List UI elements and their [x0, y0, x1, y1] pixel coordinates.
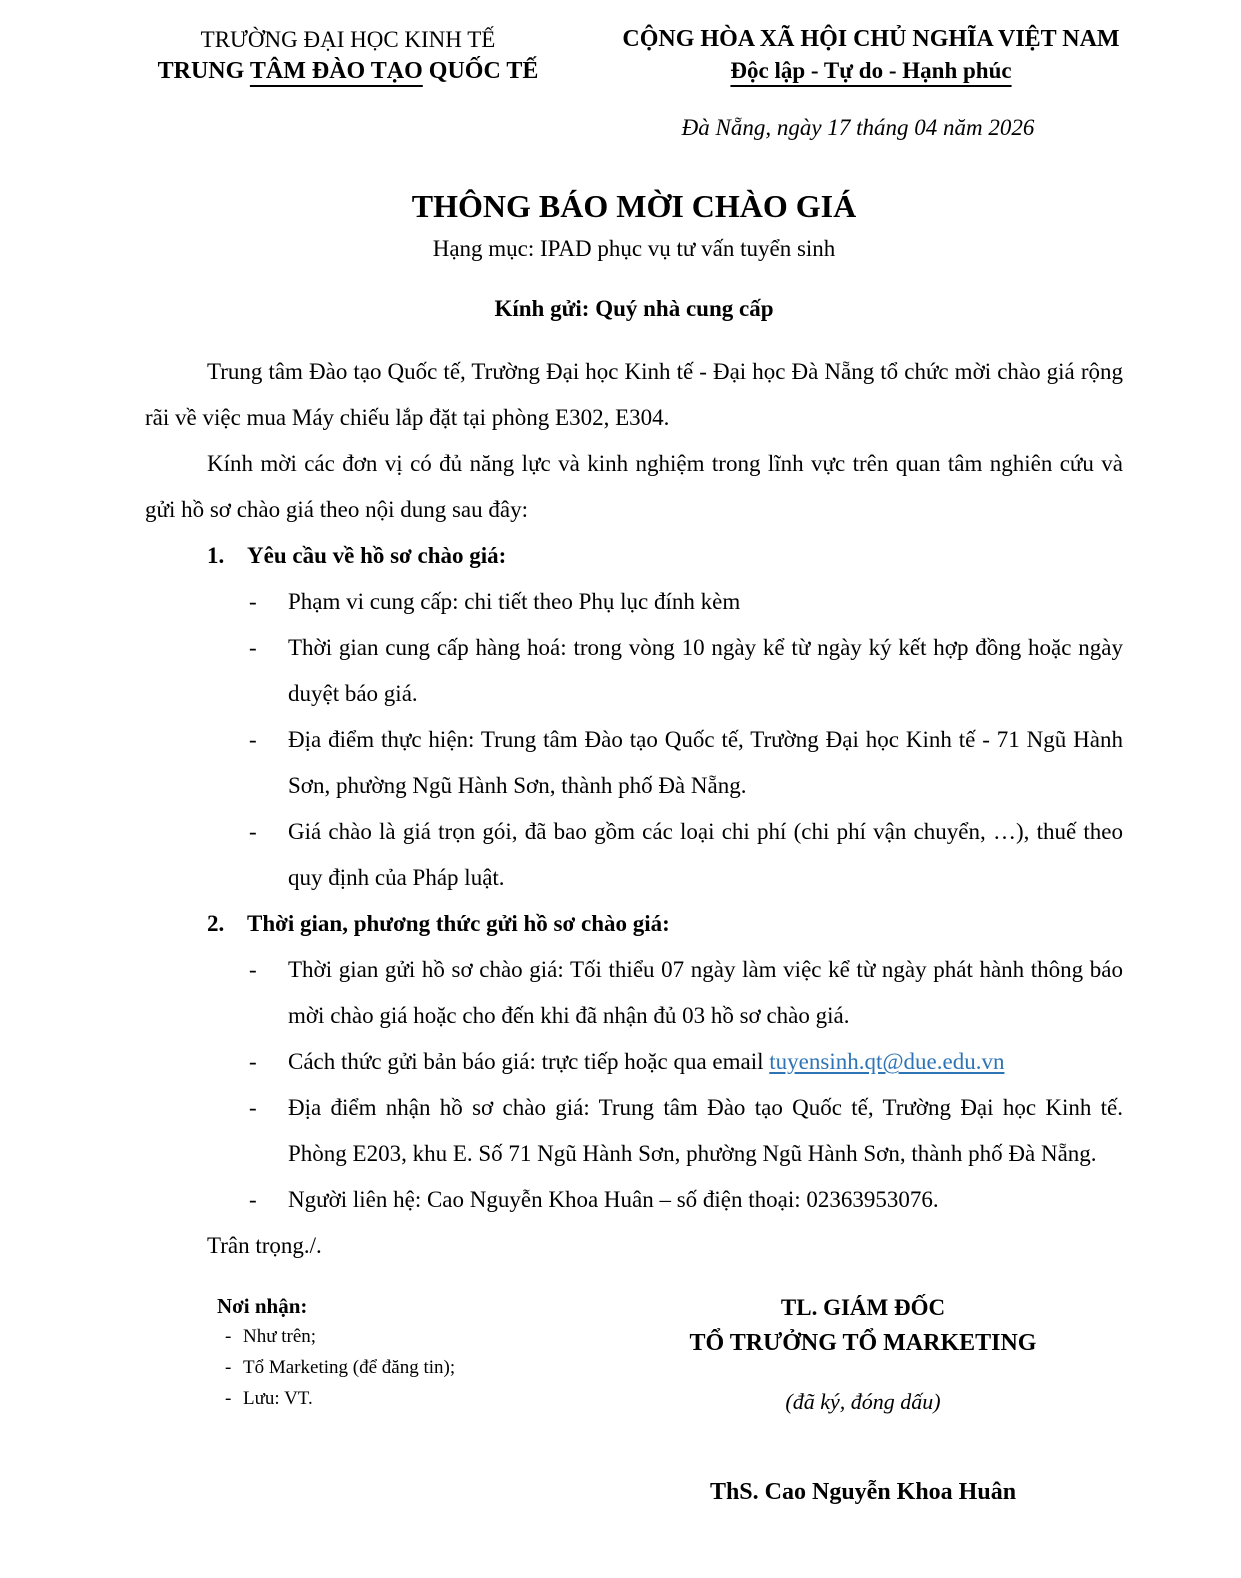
list-item-text: Giá chào là giá trọn gói, đã bao gồm các loại chi phí (chi phí vận chuyển, …), thuế theo quy định của Pháp luật.: [288, 819, 1123, 890]
paragraph-invite: Kính mời các đơn vị có đủ năng lực và kinh nghiệm trong lĩnh vực trên quan tâm nghiên cứu và gửi hồ sơ chào giá theo nội dung sau đây:: [145, 451, 1123, 522]
national-title: CỘNG HÒA XÃ HỘI CHỦ NGHĨA VIỆT NAM: [622, 26, 1120, 52]
recipient-item: [217, 1352, 575, 1383]
section-2-heading: [207, 901, 1123, 947]
section-1-title: Yêu cầu về hồ sơ chào giá:: [247, 543, 507, 568]
document-subtitle: Hạng mục: IPAD phục vụ tư vấn tuyển sinh: [432, 236, 836, 261]
bullet-dash: -: [225, 1357, 232, 1378]
bullet-dash: -: [249, 1095, 257, 1120]
issuing-org-block: [118, 24, 578, 87]
place-date-line: Đà Nẵng, ngày 17 tháng 04 năm 2026: [681, 115, 1035, 140]
list-item: [249, 1085, 1123, 1177]
recipients-heading: Nơi nhận:: [217, 1294, 308, 1318]
national-header-block: [581, 24, 1161, 87]
document-header: [0, 0, 1241, 87]
recipient-text: Tổ Marketing (để đăng tin);: [243, 1357, 456, 1378]
bullet-dash: -: [249, 727, 257, 752]
paragraph-intro: Trung tâm Đào tạo Quốc tế, Trường Đại học Kinh tế - Đại học Đà Nẵng tổ chức mời chào giá rộng rãi về việc mua Máy chiếu lắp đặt tại phòng E302, E304.: [145, 359, 1123, 430]
bullet-dash: -: [249, 1049, 257, 1074]
section-1-number: 1.: [207, 543, 225, 568]
signature-authority: TL. GIÁM ĐỐC: [780, 1295, 946, 1320]
bullet-dash: -: [249, 635, 257, 660]
recipient-text: Như trên;: [243, 1326, 317, 1347]
recipient-item: [217, 1383, 575, 1414]
signature-note: (đã ký, đóng dấu): [785, 1389, 941, 1414]
closing-line: Trân trọng./.: [207, 1233, 322, 1258]
document-content: [0, 185, 1241, 1269]
list-item-text: Thời gian gửi hồ sơ chào giá: Tối thiểu 07 ngày làm việc kể từ ngày phát hành thông báo mời chào giá hoặc cho đến khi đã nhận đủ 03 hồ sơ chào giá.: [288, 957, 1123, 1028]
document-footer: [0, 1291, 1241, 1509]
list-item: [249, 625, 1123, 717]
list-item: [249, 717, 1123, 809]
list-item: [249, 579, 1123, 625]
university-name: TRƯỜNG ĐẠI HỌC KINH TẾ: [200, 27, 496, 52]
document-title: THÔNG BÁO MỜI CHÀO GIÁ: [411, 188, 857, 224]
signature-block: [603, 1291, 1123, 1509]
section-2-title: Thời gian, phương thức gửi hồ sơ chào giá:: [247, 911, 670, 936]
list-item: [249, 1177, 1123, 1223]
list-item-text: [288, 1039, 1123, 1085]
email-link[interactable]: tuyensinh.qt@due.edu.vn: [769, 1049, 1005, 1074]
bullet-dash: -: [249, 589, 257, 614]
list-item-text: Thời gian cung cấp hàng hoá: trong vòng 10 ngày kể từ ngày ký kết hợp đồng hoặc ngày duyệt báo giá.: [288, 635, 1123, 706]
list-item: [249, 809, 1123, 901]
section-1-heading: [207, 533, 1123, 579]
salutation-line: Kính gửi: Quý nhà cung cấp: [494, 296, 774, 321]
recipient-text: Lưu: VT.: [243, 1388, 313, 1409]
section-2-number: 2.: [207, 911, 225, 936]
recipients-block: [145, 1291, 575, 1509]
bullet-dash: -: [249, 957, 257, 982]
list-item-text: Địa điểm thực hiện: Trung tâm Đào tạo Quốc tế, Trường Đại học Kinh tế - 71 Ngũ Hành Sơn, phường Ngũ Hành Sơn, thành phố Đà Nẵng.: [288, 727, 1123, 798]
signature-role: TỔ TRƯỞNG TỔ MARKETING: [689, 1330, 1037, 1356]
list-item-text: Người liên hệ: Cao Nguyễn Khoa Huân – số điện thoại: 02363953076.: [288, 1187, 939, 1212]
recipient-item: [217, 1321, 575, 1352]
email-line-prefix: Cách thức gửi bản báo giá: trực tiếp hoặc qua email: [288, 1049, 770, 1074]
bullet-dash: -: [249, 1187, 257, 1212]
list-item-text: Địa điểm nhận hồ sơ chào giá: Trung tâm Đào tạo Quốc tế, Trường Đại học Kinh tế. Phòng E203, khu E. Số 71 Ngũ Hành Sơn, phường Ngũ Hành Sơn, thành phố Đà Nẵng.: [288, 1095, 1123, 1166]
bullet-dash: -: [249, 819, 257, 844]
date-row: [0, 113, 1241, 143]
center-name: TRUNG TÂM ĐÀO TẠO QUỐC TẾ: [157, 58, 539, 84]
bullet-dash: -: [225, 1326, 232, 1347]
list-item: [249, 1039, 1123, 1085]
national-motto: Độc lập - Tự do - Hạnh phúc: [730, 58, 1012, 83]
list-item-text: Phạm vi cung cấp: chi tiết theo Phụ lục đính kèm: [288, 589, 741, 614]
list-item: [249, 947, 1123, 1039]
bullet-dash: -: [225, 1388, 232, 1409]
document-body: [145, 349, 1123, 1269]
signature-name: ThS. Cao Nguyễn Khoa Huân: [709, 1479, 1017, 1505]
